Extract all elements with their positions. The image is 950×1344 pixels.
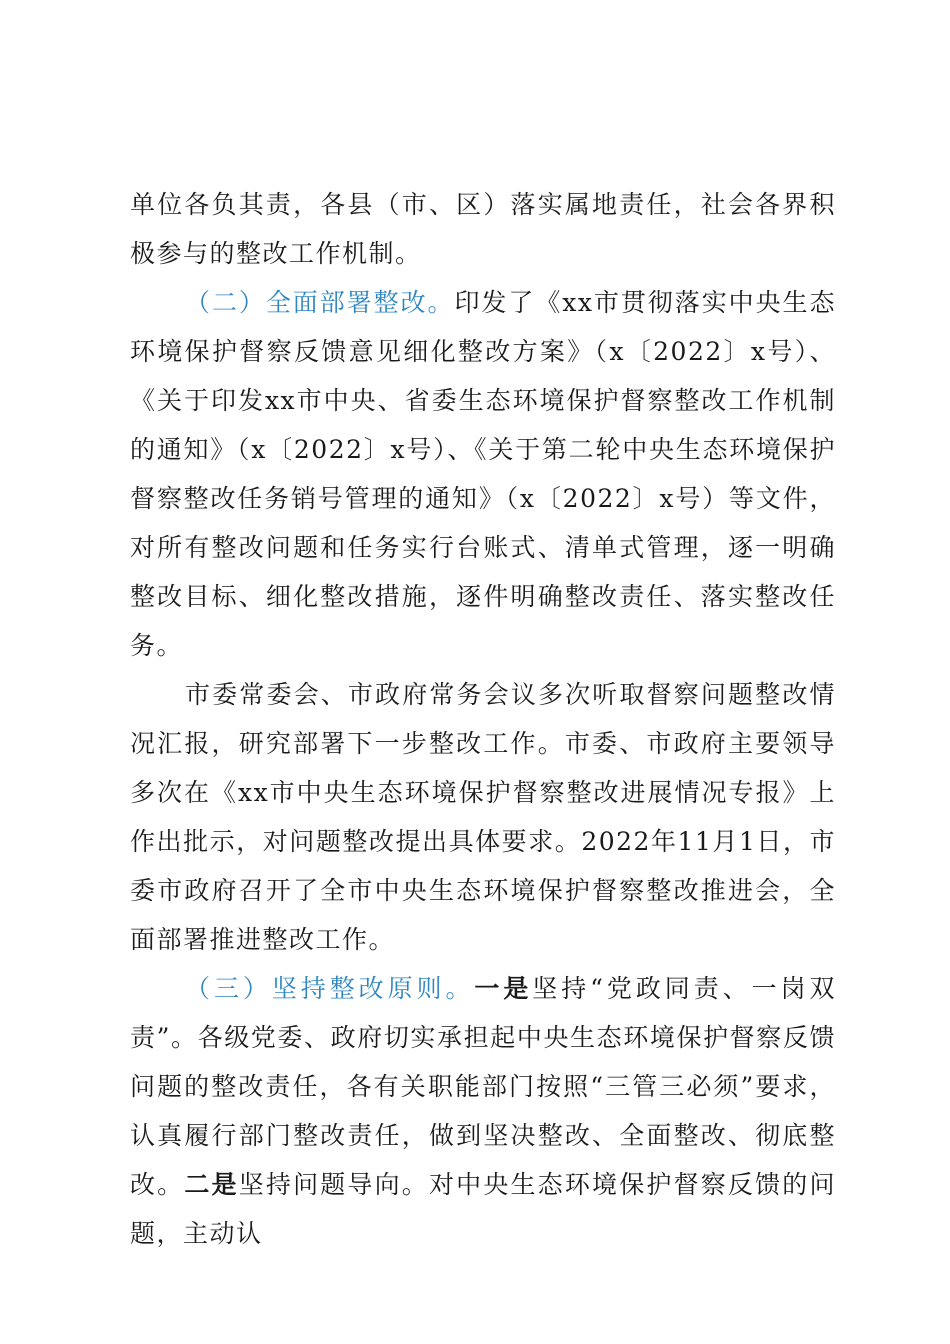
- section-heading-2: （二）全面部署整改。: [185, 288, 455, 317]
- point-marker-1: 一是: [474, 974, 533, 1003]
- paragraph-text: 市委常委会、市政府常务会议多次听取督察问题整改情况汇报，研究部署下一步整改工作。市委、市政府主要领导多次在《xx市中央生态环境保护督察整改进展情况专报》上作出批示，对问题整改提出具体要求。2022年11月1日，市委市政府召开了全市中央生态环境保护督察整改推进会，全面部署推进整改工作。: [130, 680, 836, 954]
- point-marker-2: 二是: [184, 1170, 239, 1199]
- paragraph-text: 印发了《xx市贯彻落实中央生态环境保护督察反馈意见细化整改方案》（x〔2022〕x号）、《关于印发xx市中央、省委生态环境保护督察整改工作机制的通知》（x〔2022〕x号）、《关于第二轮中央生态环境保护督察整改任务销号管理的通知》（x〔2022〕x号）等文件，对所有整改问题和任务实行台账式、清单式管理，逐一明确整改目标、细化整改措施，逐件明确整改责任、落实整改任务。: [130, 288, 836, 660]
- paragraph-principles: [130, 964, 836, 1258]
- section-heading-3: （三）坚持整改原则。: [185, 974, 475, 1003]
- paragraph-text: 单位各负其责，各县（市、区）落实属地责任，社会各界积极参与的整改工作机制。: [130, 190, 836, 268]
- paragraph-text: 坚持问题导向。对中央生态环境保护督察反馈的问题，主动认: [130, 1170, 836, 1248]
- document-body: [130, 180, 836, 1258]
- paragraph-deploy-rectification: [130, 278, 836, 670]
- paragraph-work-mechanism: [130, 180, 836, 278]
- paragraph-text: 坚持“党政同责、一岗双责”。各级党委、政府切实承担起中央生态环境保护督察反馈问题的整改责任，各有关职能部门按照“三管三必须”要求，认真履行部门整改责任，做到坚决整改、全面整改、彻底整改。: [130, 974, 836, 1199]
- paragraph-meetings: [130, 670, 836, 964]
